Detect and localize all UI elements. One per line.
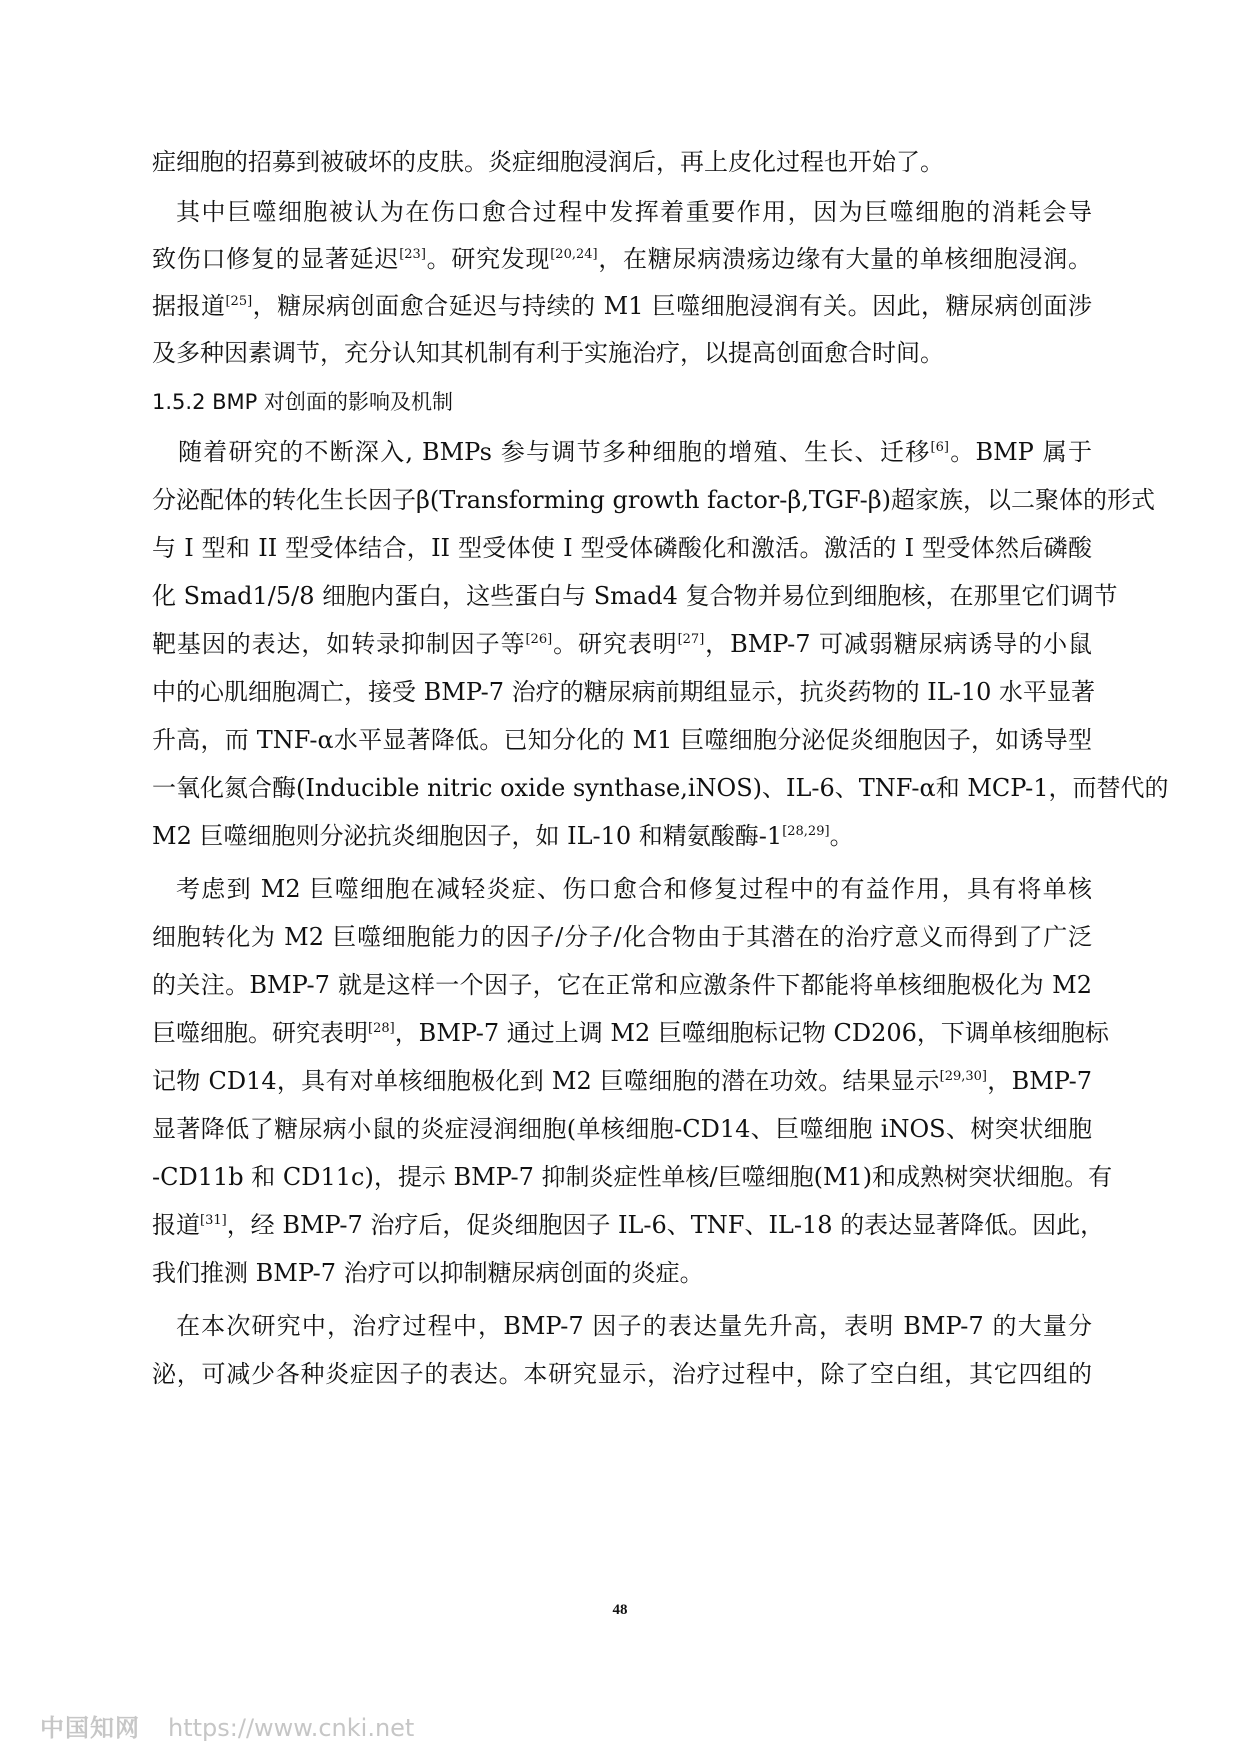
watermark-brand: 中国知网 bbox=[40, 1714, 140, 1742]
citation: [27] bbox=[677, 632, 705, 647]
paragraph-line bbox=[176, 873, 1092, 905]
text-span: 巨噬细胞。研究表明 bbox=[152, 1019, 368, 1047]
text-span: 随着研究的不断深入, BMPs 参与调节多种细胞的增殖、生长、迁移 bbox=[178, 438, 931, 466]
paragraph-line bbox=[152, 532, 1092, 564]
citation: [25] bbox=[225, 294, 253, 309]
citation: [26] bbox=[525, 632, 553, 647]
cnki-watermark bbox=[40, 1708, 414, 1743]
citation: [28,29] bbox=[782, 824, 830, 839]
citation: [6] bbox=[930, 440, 949, 455]
text-span: 症细胞的招募到被破坏的皮肤。炎症细胞浸润后，再上皮化过程也开始了。 bbox=[152, 148, 944, 176]
paragraph-line bbox=[176, 1310, 1092, 1342]
text-span: 考虑到 M2 巨噬细胞在减轻炎症、伤口愈合和修复过程中的有益作用，具有将单核 bbox=[176, 875, 1092, 903]
text-span: 的关注。BMP-7 就是这样一个因子，它在正常和应激条件下都能将单核细胞极化为 M2 bbox=[152, 971, 1092, 999]
paragraph-line bbox=[152, 1017, 1109, 1049]
paragraph-line bbox=[152, 820, 1092, 852]
text-span: 。研究表明 bbox=[552, 630, 678, 658]
text-span: M2 巨噬细胞则分泌抗炎细胞因子，如 IL-10 和精氨酸酶-1 bbox=[152, 822, 783, 850]
paragraph-line bbox=[152, 1113, 1092, 1145]
paragraph-line bbox=[152, 146, 1092, 178]
text-span: 与 I 型和 II 型受体结合，II 型受体使 I 型受体磷酸化和激活。激活的 I 型受体然后磷酸 bbox=[152, 534, 1092, 562]
paragraph-line bbox=[152, 243, 1092, 275]
paragraph-line bbox=[152, 969, 1092, 1001]
text-span: 致伤口修复的显著延迟 bbox=[152, 245, 400, 273]
text-span: 显著降低了糖尿病小鼠的炎症浸润细胞(单核细胞-CD14、巨噬细胞 iNOS、树突状细胞 bbox=[152, 1115, 1092, 1143]
text-span: 。研究发现 bbox=[425, 245, 551, 273]
citation: [28] bbox=[368, 1021, 395, 1036]
text-span: 一氧化氮合酶(Inducible nitric oxide synthase,iNOS)、IL-6、TNF-α和 MCP-1，而替代的 bbox=[152, 774, 1169, 802]
text-span: 据报道 bbox=[152, 292, 226, 320]
section-heading: 1.5.2 BMP 对创面的影响及机制 bbox=[152, 390, 453, 414]
paragraph-line bbox=[152, 484, 1155, 516]
text-span: -CD11b 和 CD11c)，提示 BMP-7 抑制炎症性单核/巨噬细胞(M1)和成熟树突状细胞。有 bbox=[152, 1163, 1113, 1191]
text-span: 。 bbox=[829, 822, 854, 850]
paragraph-line bbox=[152, 772, 1169, 804]
text-span: 我们推测 BMP-7 治疗可以抑制糖尿病创面的炎症。 bbox=[152, 1259, 704, 1287]
paragraph-line bbox=[152, 921, 1092, 953]
text-span: 。BMP 属于 bbox=[948, 438, 1092, 466]
text-span: 化 Smad1/5/8 细胞内蛋白，这些蛋白与 Smad4 复合物并易位到细胞核，在那里它们调节 bbox=[152, 582, 1118, 610]
text-span: ，经 BMP-7 治疗后，促炎细胞因子 IL-6、TNF、IL-18 的表达显著降低。因此， bbox=[226, 1211, 1105, 1239]
paragraph-line bbox=[152, 290, 1092, 322]
text-span: 细胞转化为 M2 巨噬细胞能力的因子/分子/化合物由于其潜在的治疗意义而得到了广泛 bbox=[152, 923, 1092, 951]
text-span: 及多种因素调节，充分认知其机制有利于实施治疗，以提高创面愈合时间。 bbox=[152, 339, 944, 367]
paragraph-line bbox=[178, 436, 1092, 468]
citation: [23] bbox=[399, 247, 426, 262]
text-span: ，BMP-7 可减弱糖尿病诱导的小鼠 bbox=[704, 630, 1093, 658]
text-span: 中的心肌细胞凋亡，接受 BMP-7 治疗的糖尿病前期组显示，抗炎药物的 IL-10 水平显著 bbox=[152, 678, 1096, 706]
watermark-url: https://www.cnki.net bbox=[168, 1714, 415, 1742]
citation: [31] bbox=[200, 1213, 227, 1228]
paragraph-line bbox=[152, 1209, 1105, 1241]
citation: [29,30] bbox=[939, 1069, 987, 1084]
text-span: 升高，而 TNF-α水平显著降低。已知分化的 M1 巨噬细胞分泌促炎细胞因子，如诱导型 bbox=[152, 726, 1092, 754]
paragraph-line bbox=[152, 724, 1092, 756]
paragraph-line bbox=[152, 1065, 1092, 1097]
text-span: ，在糖尿病溃疡边缘有大量的单核细胞浸润。 bbox=[597, 245, 1093, 273]
text-span: 泌，可减少各种炎症因子的表达。本研究显示，治疗过程中，除了空白组，其它四组的 bbox=[152, 1360, 1092, 1388]
paragraph-line bbox=[152, 676, 1096, 708]
paragraph-line bbox=[152, 1161, 1113, 1193]
text-span: ，BMP-7 bbox=[987, 1067, 1092, 1095]
citation: [20,24] bbox=[550, 247, 598, 262]
paragraph-line bbox=[176, 196, 1092, 228]
text-span: 靶基因的表达，如转录抑制因子等 bbox=[152, 630, 526, 658]
text-span: 记物 CD14，具有对单核细胞极化到 M2 巨噬细胞的潜在功效。结果显示 bbox=[152, 1067, 940, 1095]
text-span: 报道 bbox=[152, 1211, 200, 1239]
text-span: 在本次研究中，治疗过程中，BMP-7 因子的表达量先升高，表明 BMP-7 的大量分 bbox=[176, 1312, 1092, 1340]
text-span: ，糖尿病创面愈合延迟与持续的 M1 巨噬细胞浸润有关。因此，糖尿病创面涉 bbox=[252, 292, 1092, 320]
paragraph-line bbox=[152, 337, 1092, 369]
page-number: 48 bbox=[612, 1602, 628, 1618]
paragraph-line bbox=[152, 628, 1092, 660]
text-span: ，BMP-7 通过上调 M2 巨噬细胞标记物 CD206，下调单核细胞标 bbox=[394, 1019, 1109, 1047]
text-span: 分泌配体的转化生长因子β(Transforming growth factor-β,TGF-β)超家族，以二聚体的形式 bbox=[152, 486, 1155, 514]
paragraph-line bbox=[152, 580, 1118, 612]
paragraph-line bbox=[152, 1257, 1092, 1289]
text-span: 其中巨噬细胞被认为在伤口愈合过程中发挥着重要作用，因为巨噬细胞的消耗会导 bbox=[176, 198, 1092, 226]
paragraph-line bbox=[152, 1358, 1092, 1390]
